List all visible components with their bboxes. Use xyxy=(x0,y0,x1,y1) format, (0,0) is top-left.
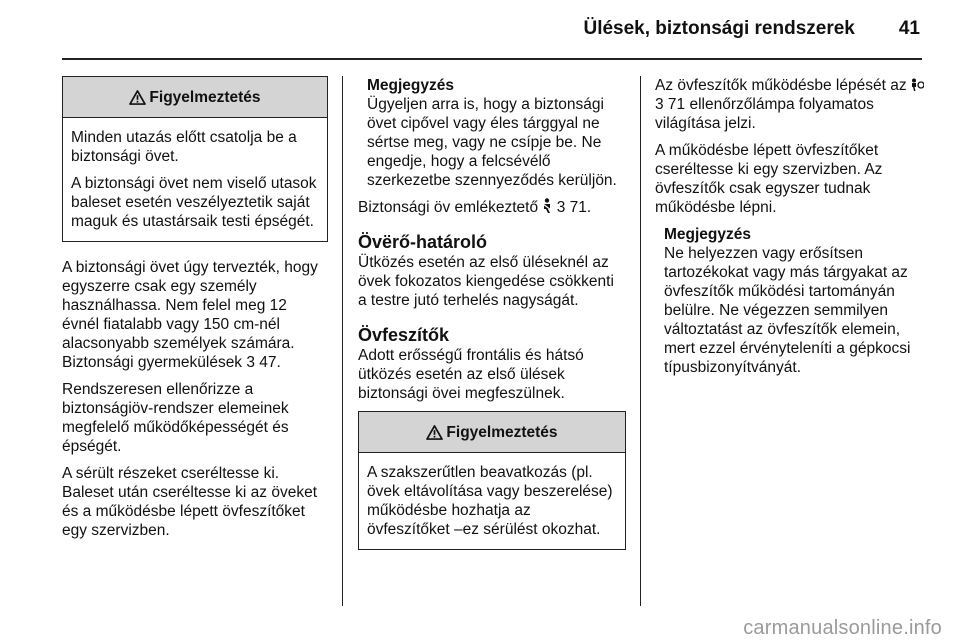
note-title: Megjegyzés xyxy=(664,226,752,243)
paragraph: A működésbe lépett övfeszítőket cseréltesse ki egy szervizben. Az övfeszítők csak egyszer tudnak működésbe lépni. xyxy=(655,142,883,216)
page-reference: 3 71. xyxy=(556,199,592,216)
header-divider xyxy=(62,58,922,60)
paragraph: Ütközés esetén az első üléseknél az övek fokozatos kiengedése csökkenti a testre jutó terhelés nagyságát. xyxy=(358,254,614,309)
paragraph xyxy=(62,258,328,372)
column-divider-2 xyxy=(640,76,641,606)
page-title: Ülések, biztonsági rendszerek xyxy=(583,18,855,39)
paragraph-text: Az övfeszítők működésbe lépését az xyxy=(655,77,911,94)
page-reference: 3 71 xyxy=(655,96,686,113)
warning-triangle-icon xyxy=(426,425,443,440)
airbag-icon xyxy=(911,78,924,92)
seatbelt-reminder-icon xyxy=(542,198,552,214)
section-heading: Övfeszítők xyxy=(358,325,450,345)
note-text: Ügyeljen arra is, hogy a biztonsági övet cipővel vagy éles tárggyal ne sértse meg, vagy ne csípje be. Ne engedje, hogy a felcsévélő szerkezetbe szennyeződés kerüljön. xyxy=(367,96,617,189)
warning-box xyxy=(62,76,328,242)
paragraph-text: ellenőrzőlámpa folyamatos világítása jelzi. xyxy=(655,96,874,132)
warning-text-1: Minden utazás előtt csatolja be a biztonsági övet. xyxy=(71,129,297,165)
note xyxy=(358,76,626,190)
column-1 xyxy=(62,76,328,548)
paragraph: Adott erősségű frontális és hátsó ütközés esetén az első ülések biztonsági övei megfeszülnek. xyxy=(358,347,584,402)
note xyxy=(655,225,925,377)
warning-title: Figyelmeztetés xyxy=(446,423,558,441)
warning-header xyxy=(359,412,625,453)
section-heading: Övërő-határoló xyxy=(358,232,488,252)
warning-triangle-icon xyxy=(129,90,146,105)
paragraph xyxy=(655,76,925,133)
paragraph: Rendszeresen ellenőrizze a biztonságiöv-rendszer elemeinek megfelelő működőképességét és épségét. xyxy=(62,381,289,455)
paragraph xyxy=(358,198,626,217)
page-reference: 3 47. xyxy=(246,354,281,371)
note-title: Megjegyzés xyxy=(367,77,455,94)
page-header xyxy=(60,18,920,40)
column-divider-1 xyxy=(342,76,343,606)
warning-box xyxy=(358,411,626,550)
warning-header xyxy=(63,77,327,118)
column-2 xyxy=(358,76,626,566)
paragraph: A sérült részeket cseréltesse ki. Baleset után cseréltesse ki az öveket és a működésbe lépett övfeszítőket egy szervizben. xyxy=(62,465,318,539)
warning-title: Figyelmeztetés xyxy=(149,88,261,106)
paragraph-text: Biztonsági öv emlékeztető xyxy=(358,199,543,216)
column-3 xyxy=(655,76,925,385)
paragraph-text: A biztonsági övet úgy tervezték, hogy egyszerre csak egy személy használhassa. Nem felel meg 12 évnél fiatalabb vagy 150 cm-nél alacsonyabb személyek számára. Biztonsági gyermekülések xyxy=(62,259,318,371)
page-number: 41 xyxy=(898,18,920,39)
note-text: Ne helyezzen vagy erősítsen tartozékokat vagy más tárgyakat az övfeszítők működési tartományán belülre. Ne végezzen semmilyen változtatást az övfeszítők elemein, mert ezzel érvényteleníti a gépkocsi típusbizonyítványát. xyxy=(664,245,911,376)
warning-text: A szakszerűtlen beavatkozás (pl. övek eltávolítása vagy beszerelése) működésbe hozhatja az övfeszítőket –ez sérülést okozhat. xyxy=(367,464,613,538)
watermark: carmanualsonline.info xyxy=(743,617,942,639)
warning-text-2: A biztonsági övet nem viselő utasok baleset esetén veszélyeztetik saját maguk és utastársaik testi épségét. xyxy=(71,175,317,230)
